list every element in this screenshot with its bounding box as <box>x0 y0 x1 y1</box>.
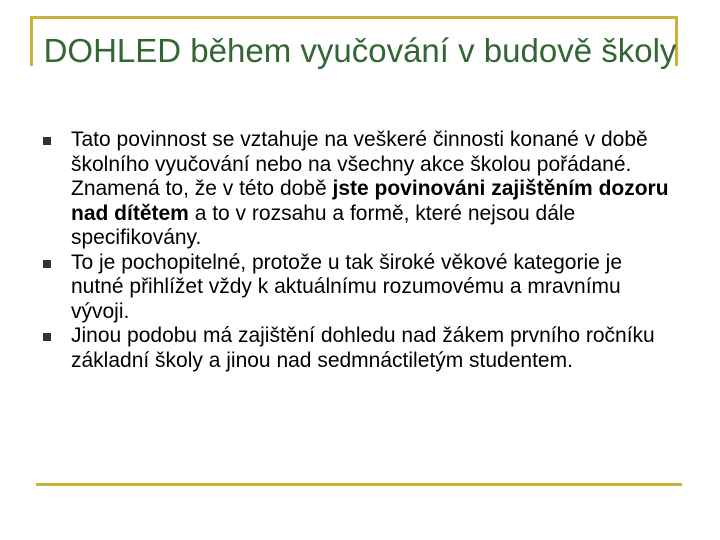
bullet-1-emphasis: jste povinováni zajištěním dozoru nad dítětem <box>71 177 669 225</box>
bullet-item-2 <box>40 251 680 325</box>
frame-left-line <box>30 16 33 66</box>
bullet-1-text-end: a to v rozsahu a formě, které nejsou dále specifikovány. <box>71 201 576 249</box>
bullet-list <box>40 128 680 373</box>
frame-top-line <box>30 16 678 19</box>
bullet-item-1 <box>40 128 680 251</box>
bullet-3-text: Jinou podobu má zajištění dohledu nad žákem prvního ročníku základní školy a jinou nad sedmnáctiletým studentem. <box>71 324 655 372</box>
slide-title: DOHLED během vyučování v budově školy <box>43 32 677 69</box>
bullet-item-3 <box>40 324 680 373</box>
bullet-2-text: To je pochopitelné, protože u tak široké věkové kategorie je nutné přihlížet vždy k aktuálnímu rozumovému a mravnímu vývoji. <box>71 250 622 323</box>
frame-bottom-line <box>36 483 682 486</box>
bullet-1-text-start: Tato povinnost se vztahuje na veškeré činnosti konané v době školního vyučování nebo na všechny akce školou pořádané. Znamená to, že v této době <box>71 128 648 200</box>
bullet-square-icon <box>43 137 51 145</box>
bullet-square-icon <box>43 260 51 268</box>
bullet-square-icon <box>43 333 51 341</box>
